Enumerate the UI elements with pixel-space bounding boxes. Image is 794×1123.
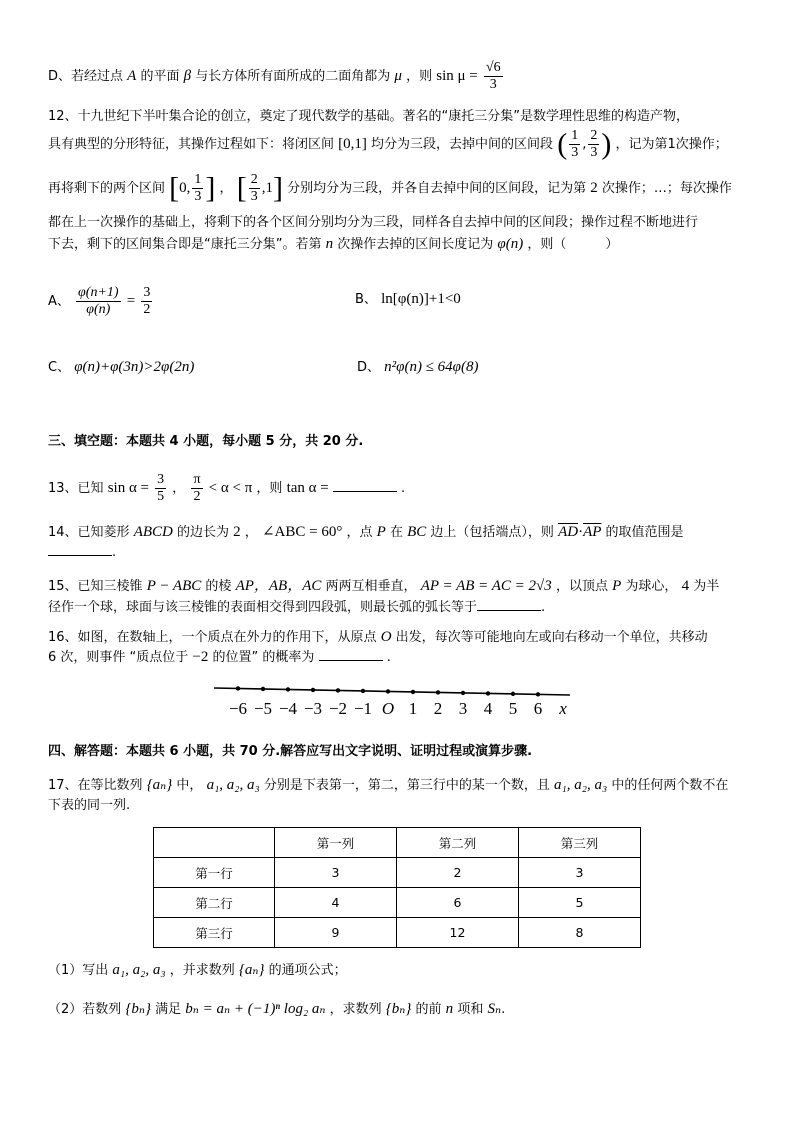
table-cell: 第三行 bbox=[154, 918, 275, 948]
q12-option-b bbox=[355, 290, 461, 309]
q17-part1 bbox=[48, 961, 347, 980]
paren-left: ( bbox=[557, 127, 568, 161]
text: 的通项公式； bbox=[268, 963, 347, 978]
text: 15、已知三棱锥 bbox=[48, 579, 143, 594]
number-line-axis bbox=[214, 688, 570, 695]
math: ,1 bbox=[261, 180, 273, 196]
q16-line2 bbox=[48, 648, 391, 667]
text: 下去，剩下的区间集合即是“康托三分集”。若第 bbox=[48, 237, 322, 252]
bracket-left: [ bbox=[236, 171, 247, 205]
math: φ(n) bbox=[497, 236, 524, 252]
number-line-label: −6 bbox=[228, 699, 248, 718]
math: · bbox=[578, 524, 584, 540]
table-row bbox=[154, 858, 641, 888]
number-line-label: −2 bbox=[328, 699, 348, 718]
text: 17、在等比数列 bbox=[48, 778, 143, 793]
answer-blank bbox=[48, 543, 112, 556]
number-line-tick bbox=[361, 689, 365, 693]
number-line-tick bbox=[286, 687, 290, 691]
number-line-tick bbox=[486, 691, 490, 695]
number-line-tick bbox=[511, 692, 515, 696]
math: = bbox=[126, 293, 136, 309]
math: tan α = bbox=[286, 480, 329, 496]
math: {aₙ} bbox=[238, 962, 265, 978]
bracket-left: [ bbox=[169, 171, 180, 205]
text: 径作一个球，球面与该三棱锥的表面相交得到四段弧，则最长弧的弧长等于 bbox=[48, 600, 478, 615]
table-cell: 3 bbox=[519, 858, 641, 888]
text: ， bbox=[244, 525, 258, 540]
number-line-label: O bbox=[381, 699, 395, 718]
table-cell: 9 bbox=[275, 918, 397, 948]
number-line-label: 4 bbox=[483, 699, 493, 718]
text: 均分为三段，去掉中间的区间段 bbox=[371, 137, 554, 152]
number-line-tick bbox=[436, 690, 440, 694]
numerator: 1 bbox=[571, 128, 579, 143]
math: ABCD bbox=[133, 524, 173, 540]
q11-option-d bbox=[48, 60, 505, 93]
table-cell: 第二列 bbox=[397, 828, 519, 858]
table-cell: 第一列 bbox=[275, 828, 397, 858]
number-line-tick bbox=[386, 689, 390, 693]
bracket-right: ] bbox=[205, 171, 216, 205]
numerator: 3 bbox=[157, 472, 165, 487]
number-line-tick bbox=[536, 692, 540, 696]
number-line-tick bbox=[461, 691, 465, 695]
text: 的平面 bbox=[140, 69, 180, 84]
denominator: 5 bbox=[157, 489, 165, 504]
number-line-label: 5 bbox=[508, 699, 518, 718]
text: 再将剩下的两个区间 bbox=[48, 181, 166, 196]
numerator: √6 bbox=[485, 60, 501, 75]
text: 为球心， bbox=[625, 579, 678, 594]
number-line-label: x bbox=[559, 699, 567, 718]
math: a₁, a₂, a₃ bbox=[206, 777, 260, 793]
table-cell: 第三列 bbox=[519, 828, 641, 858]
text: 项和 bbox=[457, 1002, 484, 1017]
number-line-label: 3 bbox=[458, 699, 468, 718]
option-label: A、 bbox=[48, 294, 70, 309]
math: < α < π bbox=[208, 480, 253, 496]
text: 的取值范围是 bbox=[605, 525, 684, 540]
math: n bbox=[325, 236, 334, 252]
table-row bbox=[154, 918, 641, 948]
table-header-row bbox=[154, 828, 641, 858]
text: 次操作；…；每次操作 bbox=[601, 181, 732, 196]
math: a₁, a₂, a₃ bbox=[112, 962, 166, 978]
math: {bₙ} bbox=[125, 1001, 151, 1017]
math: ln[φ(n)]+1<0 bbox=[381, 291, 461, 307]
text: . bbox=[386, 650, 391, 665]
text: 分别是下表第一，第二，第三行中的某一个数，且 bbox=[263, 778, 550, 793]
q17-table bbox=[153, 827, 641, 948]
numerator: 1 bbox=[194, 172, 202, 187]
math: P bbox=[376, 524, 386, 540]
math: bₙ = aₙ + (−1)ⁿ log₂ aₙ bbox=[185, 1001, 326, 1017]
math: AP，AB，AC bbox=[235, 578, 322, 594]
fraction bbox=[76, 285, 121, 318]
text: 13、已知 bbox=[48, 481, 104, 496]
number-line-label: −5 bbox=[253, 699, 273, 718]
denominator: 3 bbox=[489, 77, 497, 92]
fraction bbox=[484, 60, 503, 93]
text: 为半 bbox=[693, 579, 720, 594]
math: 2 bbox=[233, 524, 241, 540]
number-line-label: −3 bbox=[303, 699, 323, 718]
numerator: 2 bbox=[250, 172, 258, 187]
fraction bbox=[192, 172, 203, 205]
text: 边上（包括端点），则 bbox=[430, 525, 554, 540]
math: [0,1] bbox=[338, 136, 367, 152]
text: 分别均分为三段，并各自去掉中间的区间段，记为第 bbox=[287, 181, 587, 196]
fraction bbox=[588, 128, 599, 161]
fraction bbox=[191, 472, 202, 505]
paren-right: ) bbox=[601, 127, 612, 161]
math: n bbox=[445, 1001, 454, 1017]
fraction bbox=[141, 285, 152, 318]
math: P − ABC bbox=[146, 578, 202, 594]
section-3-heading: 三、填空题：本题共 4 小题，每小题 5 分，共 20 分. bbox=[48, 434, 364, 449]
math: φ(n)+φ(3n)>2φ(2n) bbox=[74, 359, 195, 375]
text: （1）写出 bbox=[48, 963, 109, 978]
text: . bbox=[112, 545, 117, 560]
text: 具有典型的分形特征，其操作过程如下：将闭区间 bbox=[48, 137, 335, 152]
number-line-tick bbox=[336, 688, 340, 692]
q17-line1 bbox=[48, 776, 728, 795]
math: {bₙ} bbox=[385, 1001, 412, 1017]
answer-blank bbox=[333, 479, 397, 492]
table-cell: 4 bbox=[275, 888, 397, 918]
text: 6 次，则事件 “质点位于 bbox=[48, 650, 189, 665]
math: 2 bbox=[590, 180, 598, 196]
text: 中的任何两个数不在 bbox=[611, 778, 729, 793]
q14-line1 bbox=[48, 523, 684, 542]
number-line-label: −1 bbox=[353, 699, 373, 718]
q12-line1: 12、十九世纪下半叶集合论的创立，奠定了现代数学的基础。著名的“康托三分集”是数学理性思维的构造产物， bbox=[48, 109, 690, 124]
table-cell: 第一行 bbox=[154, 858, 275, 888]
text: 中， bbox=[176, 778, 203, 793]
fraction bbox=[569, 128, 580, 161]
table-cell bbox=[154, 828, 275, 858]
text: 的棱 bbox=[205, 579, 232, 594]
text: 16、如图，在数轴上，一个质点在外力的作用下，从原点 bbox=[48, 630, 377, 645]
q12-line3 bbox=[48, 172, 732, 205]
text: 的边长为 bbox=[177, 525, 230, 540]
denominator: 3 bbox=[250, 189, 258, 204]
table-cell: 8 bbox=[519, 918, 641, 948]
text: 两两互相垂直， bbox=[325, 579, 417, 594]
text: ，以顶点 bbox=[555, 579, 608, 594]
math: a₁, a₂, a₃ bbox=[554, 777, 608, 793]
math: BC bbox=[407, 524, 427, 540]
q14-line2 bbox=[48, 543, 116, 562]
text: ，记为第1次操作； bbox=[615, 137, 728, 152]
table-cell: 5 bbox=[519, 888, 641, 918]
fraction bbox=[155, 472, 166, 505]
denominator: φ(n) bbox=[86, 302, 111, 317]
math: Sₙ bbox=[487, 1001, 502, 1017]
text: 与长方体所有面所成的二面角都为 bbox=[195, 69, 391, 84]
section-4-heading: 四、解答题：本题共 6 小题，共 70 分.解答应写出文字说明、证明过程或演算步骤. bbox=[48, 744, 533, 759]
text: 出发，每次等可能地向左或向右移动一个单位，共移动 bbox=[395, 630, 708, 645]
text: 的位置” 的概率为 bbox=[212, 650, 315, 665]
text: ， bbox=[219, 181, 233, 196]
text: ，则（ ） bbox=[527, 237, 619, 252]
q12-line4: 都在上一次操作的基础上，将剩下的各个区间分别均分为三段，同样各自去掉中间的区间段；操作过程不断地进行 bbox=[48, 215, 699, 230]
numerator: φ(n+1) bbox=[78, 285, 119, 300]
math: n²φ(n) ≤ 64φ(8) bbox=[384, 359, 479, 375]
math: 4 bbox=[681, 578, 690, 594]
vector: $\overline{AP}$ bbox=[583, 524, 602, 540]
number-line-tick bbox=[236, 686, 240, 690]
option-label: C、 bbox=[48, 360, 71, 375]
text: 14、已知菱形 bbox=[48, 525, 130, 540]
fraction bbox=[249, 172, 260, 205]
math: AP = AB = AC = 2√3 bbox=[420, 578, 552, 594]
math: 0, bbox=[179, 180, 191, 196]
text: ，求数列 bbox=[329, 1002, 382, 1017]
number-line-tick bbox=[311, 688, 315, 692]
q12-option-c bbox=[48, 358, 194, 377]
text: 的前 bbox=[415, 1002, 442, 1017]
number-line-tick bbox=[411, 690, 415, 694]
q17-part2 bbox=[48, 1000, 505, 1019]
q12-option-d bbox=[357, 358, 478, 377]
math: P bbox=[612, 578, 622, 594]
text: ，点 bbox=[346, 525, 373, 540]
bracket-right: ] bbox=[272, 171, 283, 205]
text: 次操作去掉的区间长度记为 bbox=[337, 237, 494, 252]
text: ，则 bbox=[256, 481, 283, 496]
table-row bbox=[154, 888, 641, 918]
denominator: 3 bbox=[194, 189, 202, 204]
number-line-label: 1 bbox=[408, 699, 418, 718]
text: . bbox=[401, 481, 406, 496]
text: ，并求数列 bbox=[169, 963, 235, 978]
text: D、若经过点 bbox=[48, 69, 124, 84]
denominator: 3 bbox=[571, 145, 579, 160]
math: −2 bbox=[192, 649, 209, 665]
table-cell: 12 bbox=[397, 918, 519, 948]
option-label: D、 bbox=[357, 360, 381, 375]
text: 满足 bbox=[155, 1002, 182, 1017]
answer-blank bbox=[319, 648, 383, 661]
table-cell: 3 bbox=[275, 858, 397, 888]
q16-line1 bbox=[48, 628, 708, 647]
numerator: 2 bbox=[590, 128, 598, 143]
option-label: B、 bbox=[355, 292, 377, 307]
q12-line5 bbox=[48, 235, 618, 254]
number-line-label: 6 bbox=[533, 699, 543, 718]
q17-line2: 下表的同一列. bbox=[48, 798, 131, 813]
table-cell: 6 bbox=[397, 888, 519, 918]
math: β bbox=[183, 68, 192, 84]
number-line-label: −4 bbox=[278, 699, 298, 718]
math: μ bbox=[394, 68, 402, 84]
math: A bbox=[127, 68, 137, 84]
numerator: π bbox=[193, 472, 201, 487]
text: . bbox=[501, 1002, 506, 1017]
numerator: 3 bbox=[143, 285, 151, 300]
q15-line2 bbox=[48, 598, 545, 617]
text: ，则 bbox=[406, 69, 433, 84]
denominator: 3 bbox=[590, 145, 598, 160]
number-line-tick bbox=[261, 687, 265, 691]
table-cell: 第二行 bbox=[154, 888, 275, 918]
math: O bbox=[380, 629, 392, 645]
text: ， bbox=[172, 481, 186, 496]
q15-line1 bbox=[48, 577, 719, 596]
q12-option-a bbox=[48, 285, 154, 318]
math: sin μ = bbox=[436, 68, 478, 84]
math: sin α = bbox=[107, 480, 150, 496]
math: ∠ABC = 60° bbox=[261, 524, 343, 540]
denominator: 2 bbox=[143, 302, 151, 317]
denominator: 2 bbox=[193, 489, 201, 504]
number-line-label: 2 bbox=[433, 699, 443, 718]
text: . bbox=[541, 600, 546, 615]
text: 在 bbox=[389, 525, 403, 540]
table-cell: 2 bbox=[397, 858, 519, 888]
answer-blank bbox=[477, 598, 541, 611]
vector: $\overline{AD}$ bbox=[558, 524, 579, 540]
text: （2）若数列 bbox=[48, 1002, 122, 1017]
number-line-figure bbox=[200, 678, 590, 724]
q12-line2: 具有典型的分形特征，其操作过程如下：将闭区间 [0,1] 均分为三段，去掉中间的区间段 ( $\frac{1}{3}$ , $\frac{2}{3}$ ) ，记为第1次操作； bbox=[48, 127, 728, 161]
math: {aₙ} bbox=[146, 777, 173, 793]
q13 bbox=[48, 472, 405, 505]
